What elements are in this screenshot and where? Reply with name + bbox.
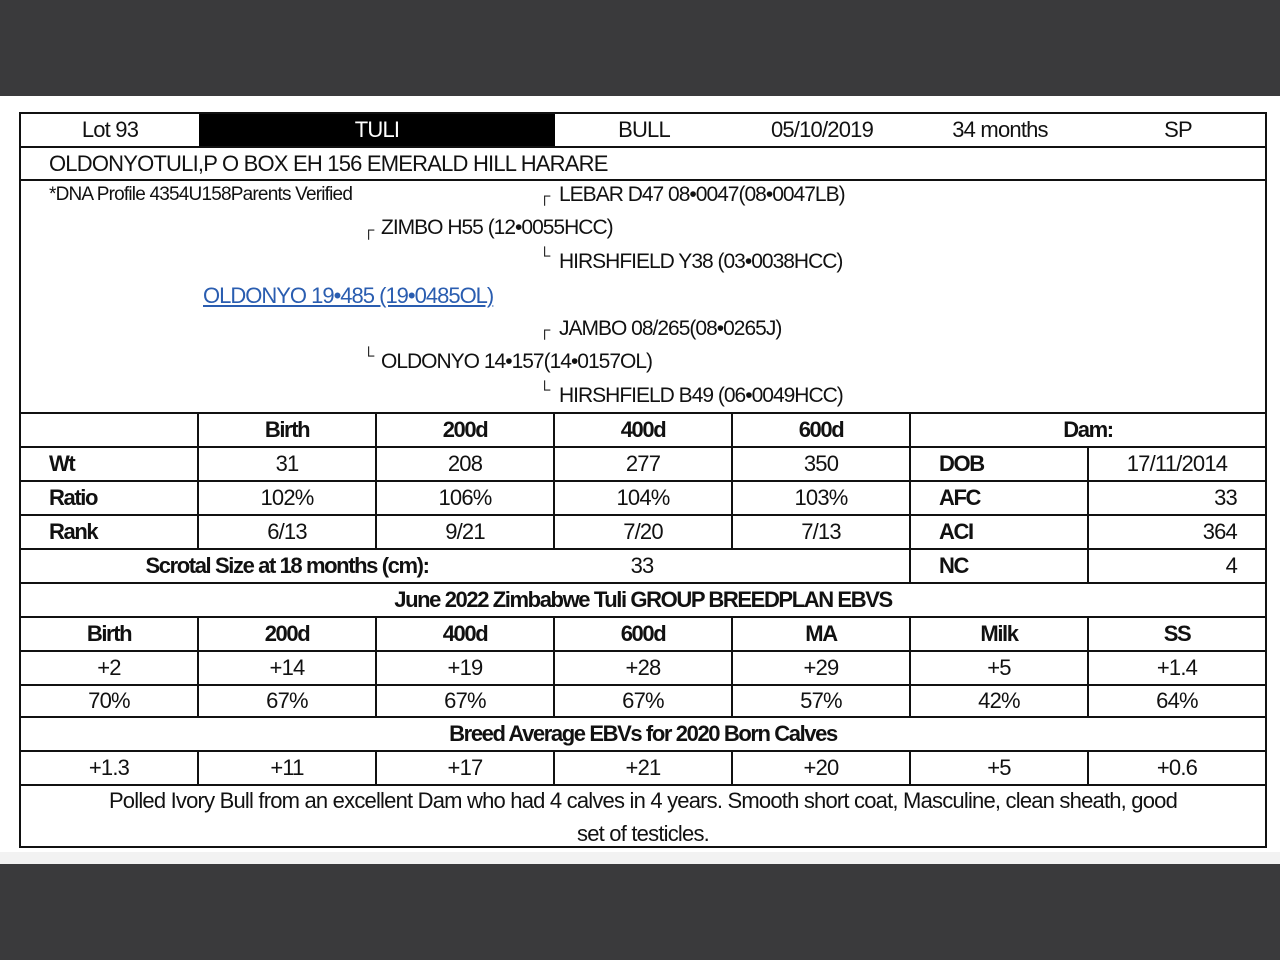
sire-dam: HIRSHFIELD Y38 (03•0038HCC) xyxy=(559,250,843,273)
table-cell: 7/20 xyxy=(553,516,731,548)
bracket-icon: └ xyxy=(539,248,551,265)
col-header: 400d xyxy=(553,414,731,446)
age-label: 34 months xyxy=(952,117,1048,142)
dam-label: AFC xyxy=(909,482,1087,514)
comment-text xyxy=(21,784,1265,850)
table-cell: +5 xyxy=(909,752,1087,784)
table-cell: 106% xyxy=(375,482,553,514)
bracket-icon: ┌ xyxy=(539,188,551,205)
table-cell: +1.3 xyxy=(88,755,130,780)
dam-value: 364 xyxy=(1087,516,1265,548)
col-header: 600d xyxy=(553,618,731,650)
breed-label: TULI xyxy=(199,114,555,146)
table-cell: +14 xyxy=(197,652,375,684)
header-row xyxy=(21,114,1265,146)
dam: OLDONYO 14•157(14•0157OL) xyxy=(381,350,653,373)
table-cell: 277 xyxy=(553,448,731,480)
table-cell: +28 xyxy=(553,652,731,684)
page-edge xyxy=(0,852,1280,864)
table-cell: 67% xyxy=(375,686,553,716)
table-row xyxy=(21,482,1265,514)
scrotal-label: Scrotal Size at 18 months (cm): xyxy=(145,553,429,578)
comment-line: Polled Ivory Bull from an excellent Dam who had 4 calves in 4 years. Smooth short coat, Masculine, clean sheath, good xyxy=(108,788,1178,813)
col-header: MA xyxy=(731,618,909,650)
table-cell: 67% xyxy=(197,686,375,716)
table-cell: 57% xyxy=(731,686,909,716)
bracket-icon: └ xyxy=(539,382,551,399)
dam-title: Dam: xyxy=(909,414,1265,446)
table-cell: 102% xyxy=(197,482,375,514)
ebv-title-row xyxy=(21,584,1265,616)
dam-label: ACI xyxy=(909,516,1087,548)
table-cell: +17 xyxy=(375,752,553,784)
lot-card xyxy=(19,112,1267,848)
table-cell: 104% xyxy=(553,482,731,514)
sire-sire: LEBAR D47 08•0047(08•0047LB) xyxy=(559,183,845,206)
table-cell: +20 xyxy=(731,752,909,784)
breed-avg-values-row xyxy=(21,752,1265,784)
scrotal-value: 33 xyxy=(630,553,654,578)
performance-header-row xyxy=(21,414,1265,446)
table-cell: 7/13 xyxy=(731,516,909,548)
dam-label: NC xyxy=(909,550,1087,582)
table-cell: +1.4 xyxy=(1087,652,1265,684)
row-label: Rank xyxy=(49,519,98,544)
table-cell: 64% xyxy=(1087,686,1265,716)
breed-avg-title: Breed Average EBVs for 2020 Born Calves xyxy=(449,721,837,746)
scrotal-row xyxy=(21,550,1265,582)
bracket-icon: ┌ xyxy=(539,322,551,339)
col-header: Milk xyxy=(909,618,1087,650)
comment-line: set of testicles. xyxy=(577,821,709,846)
birth-date: 05/10/2019 xyxy=(770,117,874,142)
col-header: Birth xyxy=(197,414,375,446)
dam-value: 33 xyxy=(1087,482,1265,514)
table-cell: 9/21 xyxy=(375,516,553,548)
col-header: 400d xyxy=(375,618,553,650)
ebv-title: June 2022 Zimbabwe Tuli GROUP BREEDPLAN EBVS xyxy=(394,587,892,612)
table-cell: +29 xyxy=(731,652,909,684)
table-cell: +2 xyxy=(97,655,121,680)
table-cell: 103% xyxy=(731,482,909,514)
subject-animal-link[interactable]: OLDONYO 19•485 (19•0485OL) xyxy=(203,283,494,308)
table-cell: +5 xyxy=(909,652,1087,684)
table-cell: +11 xyxy=(197,752,375,784)
blank-cell xyxy=(731,550,909,582)
table-cell: 208 xyxy=(375,448,553,480)
table-cell: +21 xyxy=(553,752,731,784)
owner-row xyxy=(21,148,1265,179)
dna-note: *DNA Profile 4354U158Parents Verified xyxy=(49,184,353,205)
ebv-values-row xyxy=(21,652,1265,684)
dam-label: DOB xyxy=(909,448,1087,480)
sire: ZIMBO H55 (12•0055HCC) xyxy=(381,216,613,239)
dam-sire: JAMBO 08/265(08•0265J) xyxy=(559,317,782,340)
ebv-header-row xyxy=(21,618,1265,650)
col-header: 600d xyxy=(731,414,909,446)
lot-number: Lot 93 xyxy=(81,117,139,142)
row-label: Wt xyxy=(49,451,75,476)
row-label: Ratio xyxy=(49,485,98,510)
col-header: SS xyxy=(1087,618,1265,650)
dam-value: 17/11/2014 xyxy=(1087,448,1265,480)
code-label: SP xyxy=(1164,117,1192,142)
table-cell: 31 xyxy=(197,448,375,480)
blank-cell xyxy=(21,414,199,446)
table-cell: 6/13 xyxy=(197,516,375,548)
table-cell: 42% xyxy=(909,686,1087,716)
col-header: 200d xyxy=(197,618,375,650)
dam-value: 4 xyxy=(1087,550,1265,582)
col-header: Birth xyxy=(86,621,132,646)
bracket-icon: ┌ xyxy=(363,222,375,239)
owner-address: OLDONYOTULI,P O BOX EH 156 EMERALD HILL HARARE xyxy=(49,150,608,176)
table-row xyxy=(21,448,1265,480)
bracket-icon: └ xyxy=(363,348,375,365)
sex-label: BULL xyxy=(618,117,670,142)
dam-dam: HIRSHFIELD B49 (06•0049HCC) xyxy=(559,384,843,407)
col-header: 200d xyxy=(375,414,553,446)
table-cell: 67% xyxy=(553,686,731,716)
table-cell: 350 xyxy=(731,448,909,480)
table-row xyxy=(21,516,1265,548)
breed-avg-title-row xyxy=(21,718,1265,750)
ebv-accuracy-row xyxy=(21,686,1265,716)
table-cell: +19 xyxy=(375,652,553,684)
table-cell: +0.6 xyxy=(1087,752,1265,784)
table-cell: 70% xyxy=(88,688,130,713)
